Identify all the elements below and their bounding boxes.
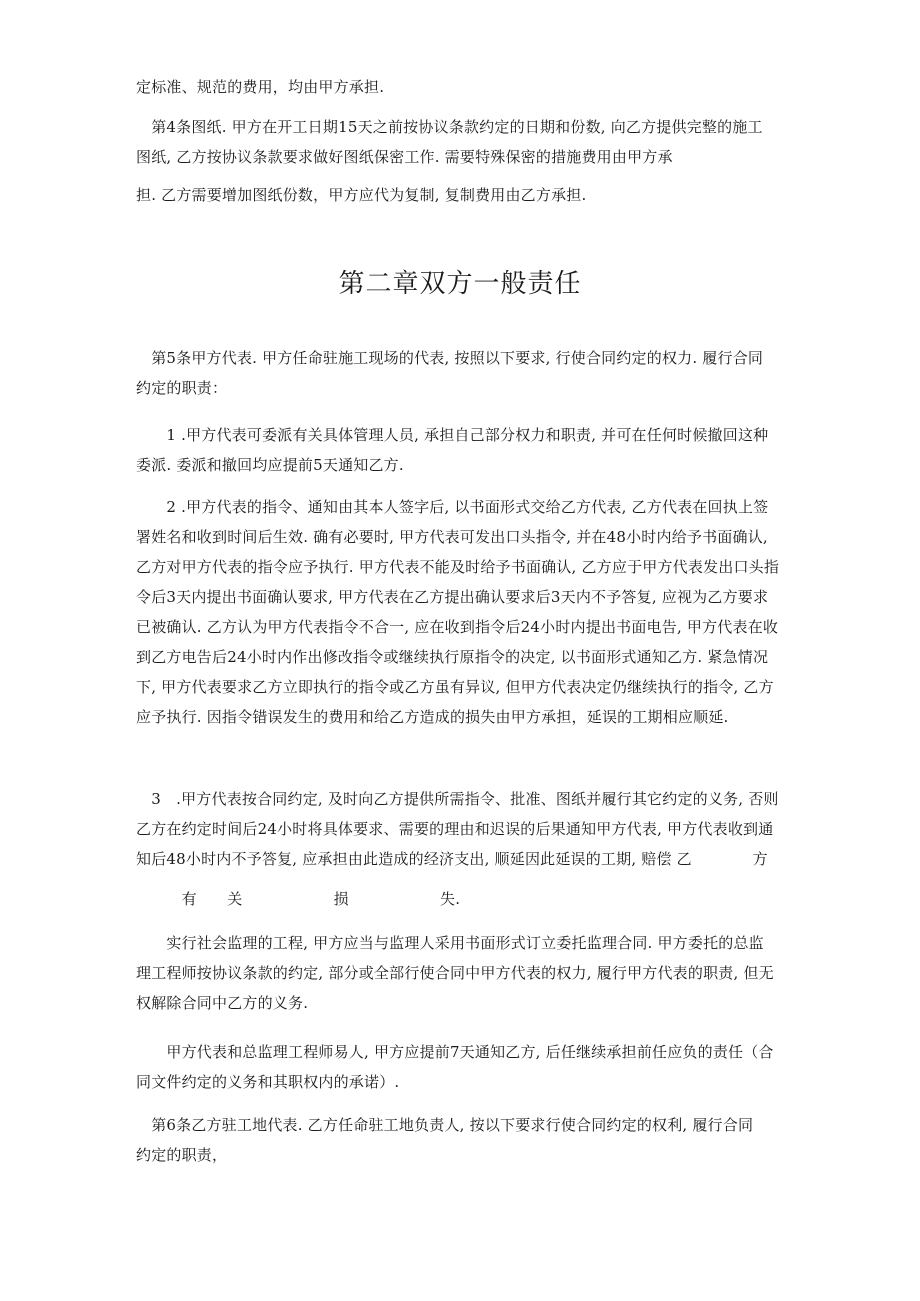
text-line: 理工程师按协议条款的约定, 部分或全部行使合同中甲方代表的权力, 履行甲方代表的职责, 但无 xyxy=(136,964,774,982)
paragraph-item-1 xyxy=(136,420,786,480)
paragraph-fee-tail xyxy=(136,72,786,102)
text-line: 约定的职责： xyxy=(136,379,228,397)
text-line: 2 .甲方代表的指令、通知由其本人签字后, 以书面形式交给乙方代表, 乙方代表在回执上签 xyxy=(136,498,769,516)
text-line: 担. 乙方需要增加图纸份数，甲方应代为复制, 复制费用由乙方承担. xyxy=(136,186,587,204)
paragraph-supervision xyxy=(136,928,786,1018)
text-line: 3 .甲方代表按合同约定, 及时向乙方提供所需指令、批准、图纸并履行其它约定的义务, 否则 xyxy=(136,790,779,808)
paragraph-article-4-drawings xyxy=(136,112,786,210)
text-line: 应予执行. 因指令错误发生的费用和给乙方造成的损失由甲方承担，延误的工期相应顺延. xyxy=(136,708,729,726)
text-line: 约定的职责， xyxy=(136,1146,228,1164)
text-line: 知后48小时内不予答复, 应承担由此造成的经济支出, 顺延因此延误的工期, 赔偿 乙 方 xyxy=(136,850,768,868)
text-line: 图纸, 乙方按协议条款要求做好图纸保密工作. 需要特殊保密的措施费用由甲方承 xyxy=(136,148,673,166)
text-line: 下, 甲方代表要求乙方立即执行的指令或乙方虽有异议, 但甲方代表决定仍继续执行的指令, 乙方 xyxy=(136,678,774,696)
text-line: 到乙方电告后24小时内作出修改指令或继续执行原指令的决定, 以书面形式通知乙方. 紧急情况 xyxy=(136,648,769,666)
text-line: 令后3天内提出书面确认要求, 甲方代表在乙方提出确认要求后3天内不予答复, 应视为乙方要求 xyxy=(136,588,769,606)
text-line: 第5条甲方代表. 甲方任命驻施工现场的代表, 按照以下要求, 行使合同约定的权力. 履行合同 xyxy=(136,349,764,367)
text-line: 乙方对甲方代表的指令应予执行. 甲方代表不能及时给予书面确认, 乙方应于甲方代表发出口头指 xyxy=(136,558,780,576)
paragraph-item-2 xyxy=(136,492,786,732)
chapter-title: 第二章双方一般责任 xyxy=(338,269,582,299)
paragraph-article-5-owner-rep xyxy=(136,343,786,403)
text-line: 甲方代表和总监理工程师易人, 甲方应提前7天通知乙方, 后任继续承担前任应负的责任（合 xyxy=(136,1043,774,1061)
text-line: 定标准、规范的费用，均由甲方承担. xyxy=(136,78,385,96)
paragraph-article-6-contractor-rep xyxy=(136,1110,786,1170)
text-line: 署姓名和收到时间后生效. 确有必要时, 甲方代表可发出口头指令, 并在48小时内给予书面确认, xyxy=(136,528,768,546)
text-line: 同文件约定的义务和其职权内的承诺）. xyxy=(136,1073,400,1091)
text-line: 已被确认. 乙方认为甲方代表指令不合一, 应在收到指令后24小时内提出书面电告, 甲方代表在收 xyxy=(136,618,779,636)
text-line: 有 关 损 失. xyxy=(136,890,461,908)
text-line: 委派. 委派和撤回均应提前5天通知乙方. xyxy=(136,456,404,474)
text-line: 权解除合同中乙方的义务. xyxy=(136,994,309,1012)
text-line: 乙方在约定时间后24小时将具体要求、需要的理由和迟误的后果通知甲方代表, 甲方代表收到通 xyxy=(136,820,774,838)
text-line: 1 .甲方代表可委派有关具体管理人员, 承担自己部分权力和职责, 并可在任何时候撤回这种 xyxy=(136,426,769,444)
text-line: 实行社会监理的工程, 甲方应当与监理人采用书面形式订立委托监理合同. 甲方委托的总监 xyxy=(136,934,764,952)
text-line: 第4条图纸. 甲方在开工日期15天之前按协议条款约定的日期和份数, 向乙方提供完整的施工 xyxy=(136,118,763,136)
text-line: 第6条乙方驻工地代表. 乙方任命驻工地负责人, 按以下要求行使合同约定的权利, 履行合同 xyxy=(136,1116,754,1134)
paragraph-rep-change xyxy=(136,1037,786,1097)
paragraph-item-3 xyxy=(136,784,786,914)
